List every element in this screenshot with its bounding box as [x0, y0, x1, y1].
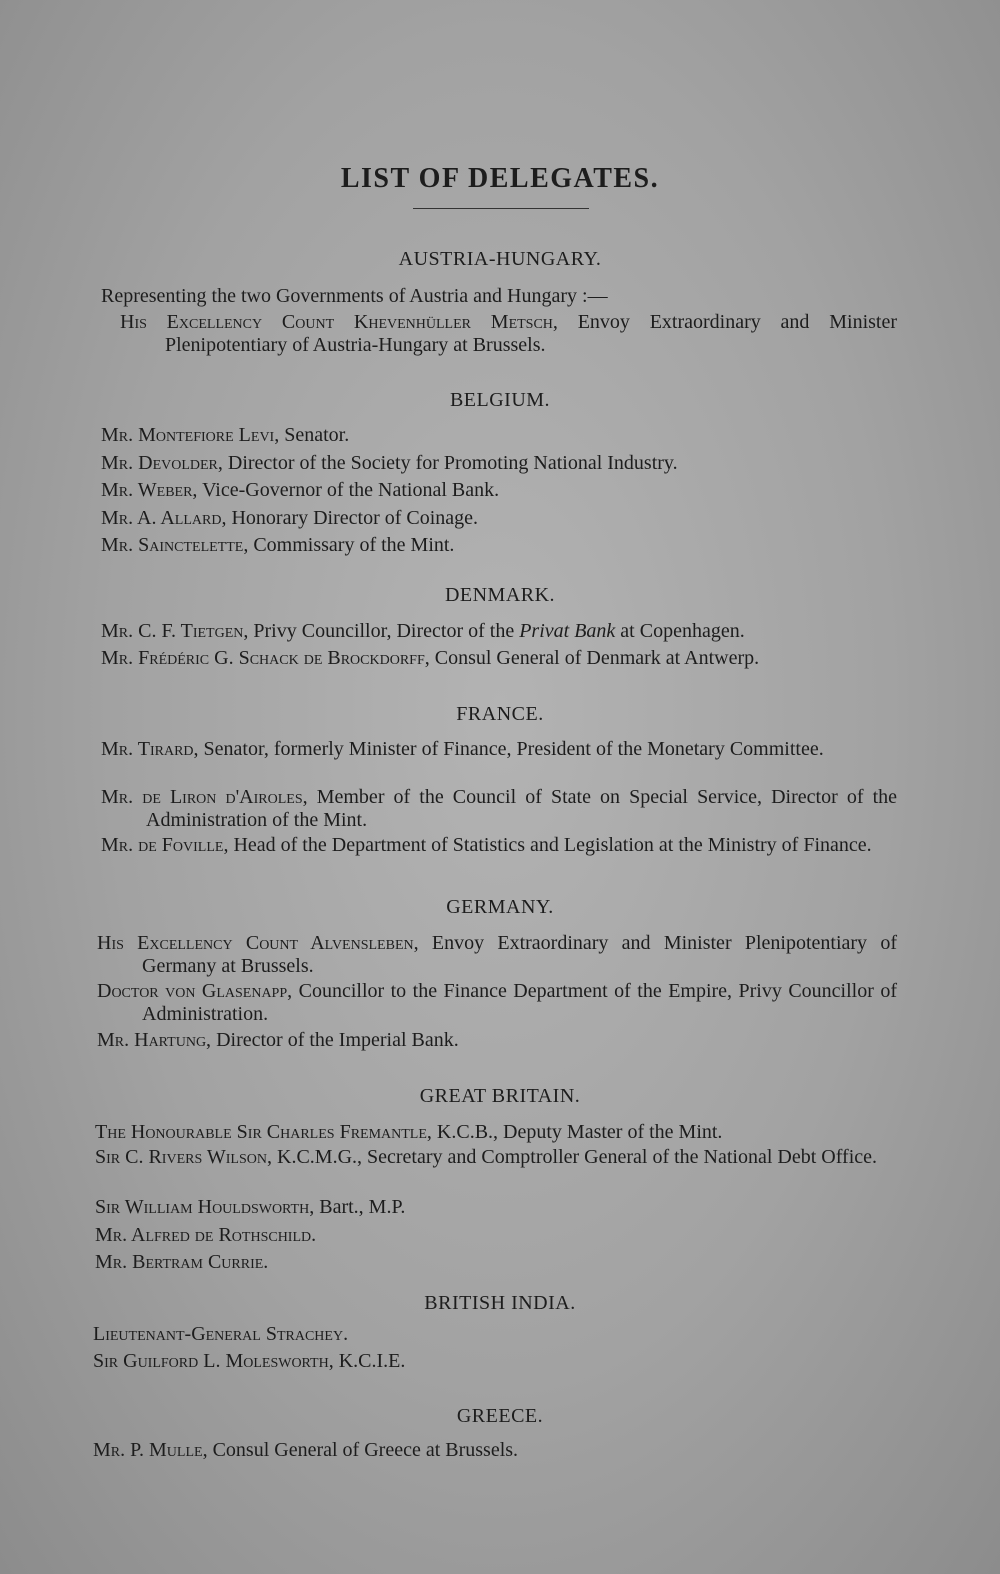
country-heading-great-britain: GREAT BRITAIN. [419, 1085, 581, 1107]
delegate-name: Mr. A. Allard, [101, 507, 227, 529]
delegate-entry [101, 452, 678, 475]
delegate-role: Envoy Extraordinary and Minister Plenipotentiary of Austria-Hungary at Brussels. [165, 311, 897, 356]
delegate-name: Mr. Hartung, [97, 1029, 212, 1051]
austria-hungary-intro: Representing the two Governments of Austria and Hungary :— [101, 285, 608, 307]
delegate-entry [101, 786, 898, 832]
country-heading-belgium: BELGIUM. [449, 389, 551, 411]
page-title: LIST OF DELEGATES. [340, 163, 660, 194]
delegate-entry [95, 1196, 405, 1219]
delegate-name: Mr. Montefiore Levi, [101, 424, 280, 446]
delegate-name: Mr. C. F. Tietgen, [101, 620, 249, 642]
delegate-name: Mr. de Foville, [101, 834, 229, 856]
delegate-role: Senator, formerly Minister of Finance, President of the Monetary Committee. [203, 738, 824, 760]
delegate-entry [101, 738, 897, 761]
country-heading-france: FRANCE. [456, 703, 544, 725]
delegate-role: Honorary Director of Coinage. [231, 507, 479, 529]
delegate-role: Director of the Imperial Bank. [216, 1029, 459, 1051]
delegate-entry [97, 980, 897, 1026]
delegate-entry [101, 479, 499, 502]
delegate-entry [101, 534, 454, 557]
delegate-entry [97, 1029, 459, 1052]
delegate-entry [93, 1323, 348, 1346]
delegate-entry [95, 1224, 316, 1247]
delegate-role: Consul General of Greece at Brussels. [212, 1439, 519, 1461]
delegate-role: Consul General of Denmark at Antwerp. [434, 647, 760, 669]
delegate-name: Mr. Alfred de Rothschild. [95, 1224, 317, 1246]
delegate-name: Mr. Devolder, [101, 452, 223, 474]
delegate-entry [95, 1251, 268, 1274]
delegate-name: Mr. Frédéric G. Schack de Brockdorff, [101, 647, 430, 669]
country-heading-denmark: DENMARK. [444, 584, 556, 606]
delegate-role: Envoy Extraordinary and Minister Plenipotentiary of Germany at Brussels. [142, 932, 897, 977]
delegate-entry [120, 311, 897, 357]
delegate-entry [101, 620, 745, 643]
country-heading-austria-hungary: AUSTRIA-HUNGARY. [398, 248, 602, 270]
delegate-name: His Excellency Count Khevenhüller Metsch, [120, 311, 558, 333]
delegate-entry [101, 507, 478, 530]
country-heading-british-india: BRITISH INDIA. [424, 1292, 576, 1314]
delegate-name: Mr. Weber, [101, 479, 198, 501]
delegate-role: Head of the Department of Statistics and Legislation at the Ministry of Finance. [233, 834, 872, 856]
delegate-name: Sir Guilford L. Molesworth, [93, 1350, 334, 1372]
delegate-role: K.C.B., Deputy Master of the Mint. [436, 1121, 723, 1143]
delegate-entry [93, 1350, 405, 1373]
country-heading-greece: GREECE. [456, 1405, 544, 1427]
delegate-role: K.C.M.G., Secretary and Comptroller General of the National Debt Office. [277, 1146, 877, 1168]
delegate-entry [101, 424, 349, 447]
delegate-entry [95, 1121, 722, 1144]
country-heading-germany: GERMANY. [446, 896, 554, 918]
bank-name-italic: Privat Bank [519, 620, 616, 642]
delegate-role: Privy Councillor, Director of the [253, 620, 515, 642]
delegate-role: Vice-Governor of the National Bank. [202, 479, 500, 501]
delegate-name: The Honourable Sir Charles Fremantle, [95, 1121, 432, 1143]
delegate-name: Mr. Tirard, [101, 738, 199, 760]
delegate-name: His Excellency Count Alvensleben, [97, 932, 419, 954]
delegate-name: Mr. de Liron d'Airoles, [101, 786, 308, 808]
delegate-role: Bart., M.P. [319, 1196, 406, 1218]
delegate-entry [101, 834, 897, 857]
delegate-role: Commissary of the Mint. [253, 534, 455, 556]
delegate-name: Mr. P. Mulle, [93, 1439, 208, 1461]
delegate-entry [93, 1439, 518, 1462]
delegate-role: Councillor to the Finance Department of the Empire, Privy Councillor of Administration. [142, 980, 897, 1025]
delegate-name: Mr. Bertram Currie. [95, 1251, 269, 1273]
delegate-role: K.C.I.E. [338, 1350, 406, 1372]
delegate-name: Sir William Houldsworth, [95, 1196, 315, 1218]
delegate-name: Lieutenant-General Strachey. [93, 1323, 349, 1345]
delegate-name: Doctor von Glasenapp, [97, 980, 293, 1002]
delegate-role: Senator. [284, 424, 350, 446]
delegate-role: Director of the Society for Promoting National Industry. [227, 452, 678, 474]
delegate-entry [95, 1146, 892, 1169]
delegate-name: Sir C. Rivers Wilson, [95, 1146, 272, 1168]
delegate-role: Member of the Council of State on Special Service, Director of the Administration of the Mint. [146, 786, 898, 831]
delegate-entry [101, 647, 759, 670]
delegate-name: Mr. Sainctelette, [101, 534, 249, 556]
title-rule [413, 208, 589, 209]
delegate-role-tail: at Copenhagen. [620, 620, 745, 642]
delegate-entry [97, 932, 897, 978]
